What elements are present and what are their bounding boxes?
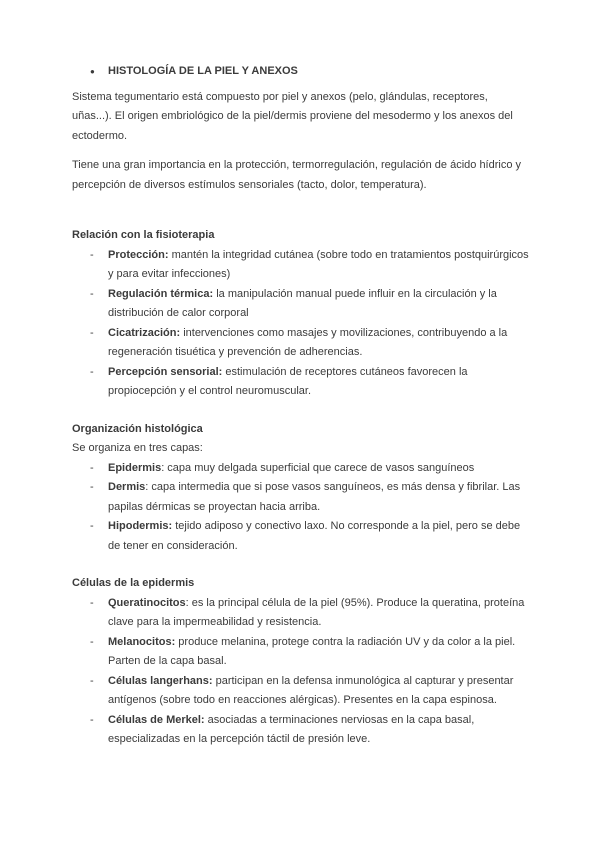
- list-item: [72, 517, 530, 556]
- item-label: Protección:: [108, 248, 169, 261]
- item-body: asociadas a terminaciones nerviosas en la capa basal, especializadas en la percepción táctil de presión leve.: [108, 713, 475, 745]
- bullet-icon: ●: [90, 67, 95, 76]
- item-body: tejido adiposo y conectivo laxo. No corresponde a la piel, pero se debe de tener en consideración.: [108, 520, 521, 552]
- dash-icon: -: [90, 248, 94, 261]
- list-item-text: [108, 633, 530, 672]
- list-item-text: [108, 478, 530, 517]
- item-label: Hipodermis:: [108, 520, 173, 532]
- list-item-text: [108, 594, 530, 633]
- list-item-text: [108, 285, 530, 324]
- dash-icon: -: [90, 713, 94, 726]
- dash-icon: -: [90, 520, 94, 532]
- list-item: [72, 478, 530, 517]
- document-title-line: [72, 62, 530, 82]
- list-item: [72, 363, 530, 402]
- list-item: [72, 459, 530, 479]
- dash-icon: -: [90, 326, 94, 339]
- item-label: Percepción sensorial:: [108, 365, 223, 378]
- item-label: Epidermis: [108, 461, 162, 474]
- list-item: [72, 711, 530, 750]
- list-item-text: [108, 672, 530, 711]
- capas-list: [72, 459, 530, 557]
- dash-icon: -: [90, 674, 94, 687]
- list-item: [72, 324, 530, 363]
- item-body: mantén la integridad cutánea (sobre todo en tratamientos postquirúrgicos y para evitar infecciones): [108, 248, 529, 280]
- list-item-text: [108, 711, 530, 750]
- item-body: participan en la defensa inmunológica al capturar y presentar antígenos (sobre todo en reacciones alérgicas). Presentes en la capa espinosa.: [108, 674, 514, 706]
- organizacion-intro: Se organiza en tres capas:: [72, 442, 203, 454]
- item-label: Melanocitos:: [108, 635, 176, 648]
- list-item: [72, 246, 530, 285]
- section-heading-organizacion: Organización histológica: [72, 422, 203, 435]
- list-item: [72, 285, 530, 324]
- item-label: Cicatrización:: [108, 326, 181, 339]
- dash-icon: -: [90, 461, 94, 474]
- item-body: intervenciones como masajes y movilizaciones, contribuyendo a la regeneración tisuética y prevención de adherencias.: [108, 326, 508, 358]
- list-item-text: [108, 324, 530, 363]
- intro-paragraph-2: Tiene una gran importancia en la protección, termorregulación, regulación de ácido hídrico y percepción de diversos estímulos sensoriales (tacto, dolor, temperatura).: [72, 159, 522, 191]
- intro-paragraph-1: Sistema tegumentario está compuesto por piel y anexos (pelo, glándulas, receptores, uñas...). El origen embriológico de la piel/dermis proviene del mesodermo y los anexos del ectodermo.: [72, 90, 513, 142]
- list-item-text: [108, 459, 530, 479]
- section-heading-celulas: Células de la epidermis: [72, 577, 195, 589]
- dash-icon: -: [90, 596, 94, 609]
- dash-icon: -: [90, 365, 94, 378]
- dash-icon: -: [90, 481, 94, 493]
- section-heading-fisioterapia: Relación con la fisioterapia: [72, 229, 215, 241]
- item-body: produce melanina, protege contra la radiación UV y da color a la piel. Parten de la capa basal.: [108, 635, 516, 667]
- item-label: Células langerhans:: [108, 674, 213, 687]
- item-label: Células de Merkel:: [108, 713, 205, 726]
- list-item-text: [108, 517, 530, 556]
- fisioterapia-list: [72, 246, 530, 402]
- item-body: la manipulación manual puede influir en la circulación y la distribución de calor corporal: [108, 287, 497, 319]
- item-label: Regulación térmica:: [108, 287, 214, 300]
- list-item: [72, 672, 530, 711]
- page-title: HISTOLOGÍA DE LA PIEL Y ANEXOS: [108, 65, 298, 77]
- list-item-text: [108, 363, 530, 402]
- celulas-list: [72, 594, 530, 750]
- list-item: [72, 594, 530, 633]
- list-item: [72, 633, 530, 672]
- item-body: estimulación de receptores cutáneos favorecen la propiocepción y el control neuromuscular.: [108, 365, 468, 397]
- dash-icon: -: [90, 287, 94, 300]
- item-body: : capa intermedia que si pose vasos sanguíneos, es más densa y fibrilar. Las papilas dérmicas se proyectan hacia arriba.: [108, 481, 521, 513]
- dash-icon: -: [90, 635, 94, 648]
- item-label: Dermis: [108, 481, 146, 493]
- list-item-text: [108, 246, 530, 285]
- item-body: : capa muy delgada superficial que carece de vasos sanguíneos: [161, 461, 475, 474]
- item-label: Queratinocitos: [108, 596, 186, 609]
- item-body: : es la principal célula de la piel (95%). Produce la queratina, proteína clave para la impermeabilidad y resistencia.: [108, 596, 525, 628]
